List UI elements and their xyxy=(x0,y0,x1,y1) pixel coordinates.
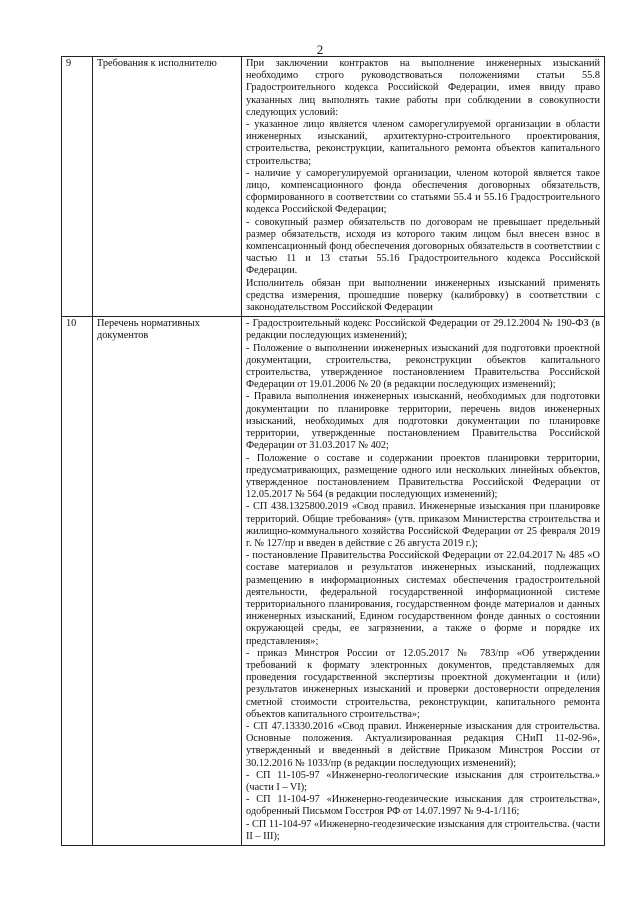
paragraph: - наличие у саморегулируемой организации, членом которой является такое лицо, компенсационного фонда обеспечения договорных обязательств, сформированного в соответствии со статьями 55.4 и 55.16 Градостроительного кодекса Российской Федерации; xyxy=(246,167,600,216)
paragraph: - СП 47.13330.2016 «Свод правил. Инженерные изыскания для строительства. Основные положения. Актуализированная редакция СНиП 11-02-96», утвержденный и введенный в действие Приказом Минстроя России от 30.12.2016 № 1033/пр (в редакции последующих изменений); xyxy=(246,720,600,769)
paragraph: - СП 11-105-97 «Инженерно-геологические изыскания для строительства.» (части I – VI); xyxy=(246,769,600,793)
paragraph: - Положение о выполнении инженерных изысканий для подготовки проектной документации, строительства, реконструкции объектов капитального строительства, утвержденное постановлением Правительства Российской Федерации от 19.01.2006 № 20 (в редакции последующих изменений); xyxy=(246,342,600,391)
table-row xyxy=(62,317,605,846)
paragraph: - Правила выполнения инженерных изысканий, необходимых для подготовки документации по планировке территории, перечень видов инженерных изысканий, необходимых для подготовки документации по планировке территории, утвержденные постановлением Правительства Российской Федерации от 31.03.2017 № 402; xyxy=(246,391,600,452)
paragraph: Исполнитель обязан при выполнении инженерных изысканий применять средства измерения, прошедшие поверку (калибровку) в соответствии с законодательством Российской Федерации xyxy=(246,277,600,314)
paragraph: - постановление Правительства Российской Федерации от 22.04.2017 № 485 «О составе материалов и результатов инженерных изысканий, подлежащих размещению в информационных системах обеспечения градостроительной деятельности, федеральной государственной информационной системе территориального планирования, государственном фонде материалов и данных инженерных изысканий, Едином государственном фонде данных о состоянии окружающей среды, ее загрязнении, а также о форме и порядке их представления»; xyxy=(246,550,600,647)
row-content xyxy=(242,317,605,846)
row-title: Перечень нормативных документов xyxy=(93,317,242,846)
paragraph: При заключении контрактов на выполнение инженерных изысканий необходимо строго руководствоваться положениями статьи 55.8 Градостроительного кодекса Российской Федерации, имея ввиду право указанных лиц выполнять такие работы при соблюдении в совокупности следующих условий: xyxy=(246,58,600,118)
paragraph: - СП 11-104-97 «Инженерно-геодезические изыскания для строительства. (части II – III); xyxy=(246,818,600,842)
row-number: 9 xyxy=(62,57,93,317)
paragraph: - СП 11-104-97 «Инженерно-геодезические изыскания для строительства», одобренный Письмом Госстроя РФ от 14.07.1997 № 9-4-1/116; xyxy=(246,794,600,818)
paragraph: - приказ Минстроя России от 12.05.2017 № 783/пр «Об утверждении требований к формату электронных документов, представляемых для проведения государственной экспертизы проектной документации и (или) результатов инженерных изысканий и проверки достоверности определения сметной стоимости строительства, реконструкции, капитального ремонта объектов капитального строительства»; xyxy=(246,647,600,720)
paragraph: - СП 438.1325800.2019 «Свод правил. Инженерные изыскания при планировке территорий. Общие требования» (утв. приказом Министерства строительства и жилищно-коммунального хозяйства Российской Федерации от 25 февраля 2019 г. № 127/пр и введен в действие с 26 августа 2019 г.); xyxy=(246,501,600,549)
requirements-table xyxy=(61,56,605,846)
paragraph: - Градостроительный кодекс Российской Федерации от 29.12.2004 № 190-ФЗ (в редакции последующих изменений); xyxy=(246,318,600,342)
page-number: 2 xyxy=(316,42,324,57)
row-number: 10 xyxy=(62,317,93,846)
paragraph: - совокупный размер обязательств по договорам не превышает предельный размер обязательств, исходя из которого таким лицом был внесен взнос в компенсационный фонд обеспечения договорных обязательств в соответствии с частью 11 и 13 статьи 55.16 Градостроительного кодекса Российской Федерации. xyxy=(246,216,600,277)
paragraph: - указанное лицо является членом саморегулируемой организации в области инженерных изысканий, архитектурно-строительного проектирования, строительства, реконструкции, капитального ремонта объектов капитального строительства; xyxy=(246,119,600,167)
table-row xyxy=(62,57,605,317)
paragraph: - Положение о составе и содержании проектов планировки территории, предусматривающих, размещение одного или нескольких линейных объектов, утвержденное постановлением Правительства Российской Федерации от 12.05.2017 № 564 (в редакции последующих изменений); xyxy=(246,452,600,501)
row-title: Требования к исполнителю xyxy=(93,57,242,317)
row-content xyxy=(242,57,605,317)
